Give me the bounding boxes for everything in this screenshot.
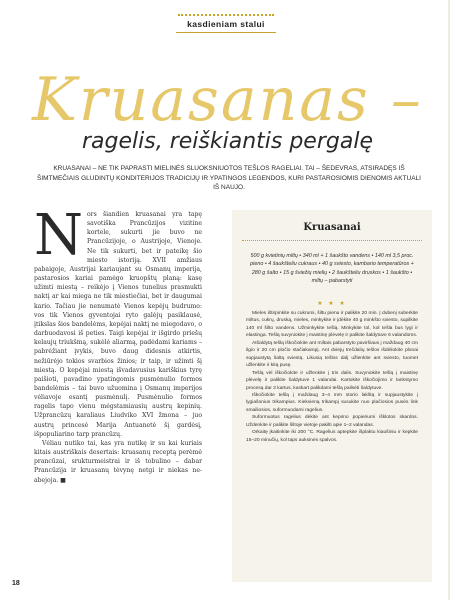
article-paragraph: Vėliau nutiko tai, kas yra nutikę ir su kai kuriais kitais austriškais desertais: kruasanų receptą perėmė prancūzai, srukturmeistrai ir iš tobulino – dabar Prancūzija ir kruasanų tėvynę netgi ir niekas neabejoja. ■ [34, 439, 202, 484]
recipe-divider-stars: ★ ★ ★ [317, 301, 347, 307]
recipe-ingredients: 500 g kvietinių miltų • 340 ml + 1 šaukšto vandens • 140 ml 3,5 proc. pieno • 4 šaukšteliu cukraus • 40 g sviesto, kambario temperatūros + 280 g šalto • 15 g šviežių mielių • 2 šaukšteliu druskos • 1 šaukšto • miltų – pabarstyti [250, 253, 414, 285]
article-body [34, 210, 202, 582]
lead-paragraph: KRUASANAI – NE TIK PAPRASTI MIELINĖS SLUOKSNIUOTOS TEŠLOS RAGELIAI. TAI – ŠEDEVRAS, ATSIRADĘS IŠ ŠIMTMEČIAIS GLUDINTŲ KONDITERIJOS TRADICIJŲ IR YPATINGOS LEGENDOS, KURI PASTAROSIOMIS DIENOMIS AKTUALI IŠ NAUJO. [37, 165, 421, 191]
section-rule [176, 32, 276, 33]
headline-script: Kruasanas – [32, 65, 423, 135]
recipe-box [232, 210, 432, 582]
method-step: Orkaitę įkaitinkite iki 200 °C. Ragelius aptepkite išplaktu kiaušiniu ir kepkite 15–20 minučių, kol taps auksinės spalvos. [246, 430, 418, 443]
page-number: 18 [12, 580, 20, 587]
section-dots [178, 14, 274, 16]
method-step: Tešlą vėl iškočiokite ir užlenkite į tris dalis. Suvyniokite tešlą į maistinę plėvelę ir palikite šaldytuve 1 valandai. Kartokite iškočiojimo ir lankstymo procesą dar 3 kartus, kaskart palikdami tešlą pailsėti šaldytuve. [246, 370, 418, 391]
method-step: Mieles ištirpinkite su cukrumi, šiltu pienu ir palikite 20 min. Į dubenį suberkite miltus, cukrų, druską, mieles, minkykite ir įdėkite 40 g minkšto sviesto, supilkite 140 ml šilto vandens. Užminkykite tešlą. Minkykite tol, kol tešla bus lygi ir elastinga. Tešlą suvyniokite į maistinę plėvelę ir palikite šaldytuve 6 valandoms. [246, 311, 418, 339]
section-label: kasdieniam stalui [187, 19, 265, 29]
drop-cap: N [34, 210, 83, 268]
article-paragraph: ors šiandien kruasanai yra tapę savotiška Prancūzijos vizitine kortele, sukurti jie buvo ne Prancūzijoje, o Austrijoje, Vienoje. Ne tik sukurti, bet ir pateikę šio miesto istoriją. XVII amžiaus pabaigoje, Austrijai kariaujant su Osmanų imperija, pastarosios kariai pamėgo kruopštų planą: kasę užimti miestą – reikėjo į Vienos tunelius prasmukti naktį ar kai miega ne tik miestiečiai, bet ir daugumai kario. Tačiau jie nenumatė Vienos kepėjų budrumo: vos tik Vienos gyventojai ryto galėjų pasiklausė, įtikslas šios bandelėms, kepėjai naktį ne miegodavo, o darbuodavosi iš peties. Taigi kepėjai ir išgirdo priešų kelaujų triukšmą, sukėlė aliarmą, padėdami kariams – pabrėžiant įvykis, buvo daug didesnis atkirtis, nežiūrėjo tokios svarbios žinios; ir taip, ir užimti šį miestą. O kepėjai miestą išvadavusius kariškius tyrę paišioti, pavadino ypatingomis pusmėnulio formos bandelėmis – tai buvo užuomina į Osmanų imperijos vėliavoje esantį pusmėnulį. Pusmėnulio formos ragelis tapo vienu mėgstamiausių austrų kepinių. Užprancūzų karaliaus Liudviko XVI žmona – juo austrų princesė Marija Antuanetė šį gardėsį, išpopuliarino tarp prancūzų. [34, 211, 202, 438]
recipe-title-rule [242, 240, 422, 241]
recipe-title: Kruasanai [303, 222, 361, 233]
method-step: Suformuotus ragelius dėkite ant kepimo popieriumi išklotos skardos. Uždenkite ir palikite šiltoje vietoje pakilti apie 1–2 valandas. [246, 415, 418, 428]
recipe-method [246, 310, 418, 572]
method-step: Atšaldytą tešlą iškočiokite ant miltais pabarstyto paviršiaus į maždaug 40 cm ilgio ir 20 cm pločio stačiakampį. Ant dviejų trečdalių tešlos išdėliokite plonai supjaustytą šaltą sviestą. Likusią tešlos dalį užlenkite ant sviesto, tuomet užlenkite ir kitą pusę. [246, 340, 418, 369]
method-step: Iškočiokite tešlą į maždaug 3–4 mm storio lakštą ir supjaustykite į lygiašonius trikampius. Kiekvieną trikampį susukite nuo plačiosios pusės link smailiosios, suformuodami ragelius. [246, 392, 418, 413]
headline-main: ragelis, reiškiantis pergalę [82, 129, 373, 154]
section-tag [176, 14, 276, 33]
